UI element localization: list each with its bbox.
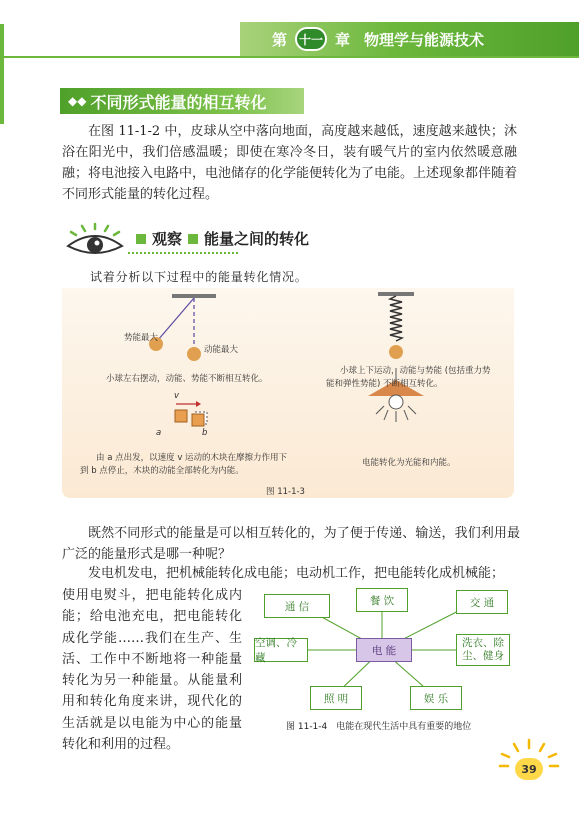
electricity-diagram	[254, 586, 510, 712]
caption-spring-line2: 能和弹性势能) 不断相互转化。	[326, 379, 443, 389]
box-lighting: 照 明	[310, 686, 362, 710]
chapter-prefix: 第	[272, 30, 288, 49]
figure-11-1-3	[62, 288, 514, 498]
label-v: v	[174, 391, 180, 401]
label-max-kinetic: 动能最大	[204, 345, 239, 355]
lamp-bulb	[389, 395, 403, 409]
box-transport: 交 通	[456, 590, 508, 614]
label-a: a	[156, 428, 162, 438]
box-electricity-center: 电 能	[356, 638, 412, 662]
chapter-header	[272, 24, 484, 54]
chapter-suffix: 章	[335, 30, 351, 49]
caption-block-line1: 由 a 点出发，以速度 v 运动的木块在摩擦力作用下	[96, 453, 288, 463]
spring-support	[378, 292, 414, 296]
observe-label: 观察	[152, 230, 183, 248]
paragraph-intro: 在图 11-1-2 中，皮球从空中落向地面，高度越来越低，速度越来越快；沐浴在阳光中，我们倍感温暖；即使在寒冷冬日，装有暖气片的室内依然暖意融融；将电池接入电路中，电池储存的化学能便转化为了电能。上述现象都伴随着不同形式能量的转化过程。	[62, 124, 518, 202]
spring-ball	[389, 345, 403, 359]
section-title: 不同形式能量的相互转化	[90, 92, 267, 112]
eye-icon	[64, 222, 126, 258]
diamond-icon: ◆◆	[68, 94, 87, 108]
square-bullet-icon	[188, 234, 198, 244]
square-bullet-icon	[136, 234, 146, 244]
laundry-line1: 洗衣、除	[462, 637, 504, 649]
block-b	[192, 414, 204, 426]
chapter-title: 物理学与能源技术	[364, 30, 485, 49]
block-a	[175, 410, 187, 422]
box-aircon: 空调、冷藏	[254, 638, 308, 662]
section-heading	[60, 88, 304, 114]
figure-label: 图 11-1-3	[266, 487, 305, 497]
box-laundry	[456, 634, 510, 666]
caption-block-line2: 到 b 点停止，木块的动能全部转化为内能。	[80, 466, 244, 476]
paragraph-examples: 发电机发电，把机械能转化成电能；电动机工作，把电能转化成机械能；	[88, 566, 505, 581]
page-number: 39	[515, 758, 543, 780]
header-divider	[0, 56, 579, 58]
caption-lamp: 电能转化为光能和内能。	[362, 458, 456, 468]
figure-11-1-4-caption: 图 11-1-4 电能在现代生活中具有重要的地位	[286, 722, 472, 732]
box-communication: 通 信	[264, 594, 330, 618]
pendulum-support	[172, 294, 216, 298]
observe-heading	[130, 228, 309, 249]
box-entertainment: 娱 乐	[410, 686, 462, 710]
laundry-line2: 尘、健身	[462, 650, 504, 662]
observe-instruction: 试着分析以下过程中的能量转化情况。	[90, 270, 308, 284]
pendulum-ball-bottom	[187, 347, 201, 361]
observe-underline	[128, 252, 238, 254]
chapter-number-badge: 十一	[295, 27, 327, 51]
label-b: b	[202, 428, 208, 438]
label-max-potential: 势能最大	[124, 333, 159, 343]
spring	[390, 296, 402, 341]
paragraph-question: 既然不同形式的能量是可以相互转化的，为了便于传递、输送，我们利用最广泛的能量形式是哪一种呢？	[62, 526, 520, 562]
caption-spring-line1: 小球上下运动，动能与势能 (包括重力势	[340, 366, 491, 376]
caption-pendulum: 小球左右摆动，动能、势能不断相互转化。	[106, 374, 268, 384]
paragraph-conclusion: 使用电熨斗，把电能转化成内能；给电池充电，把电能转化成化学能……我们在生产、生活、工作中不断地将一种能量转化为另一种能量。从能量利用和转化角度来讲，现代化的生活就是以电能为中心的能量转化和利用的过程。	[62, 588, 242, 753]
observe-title: 能量之间的转化	[204, 230, 310, 248]
box-catering: 餐 饮	[356, 588, 408, 612]
left-edge-bar	[0, 24, 4, 124]
